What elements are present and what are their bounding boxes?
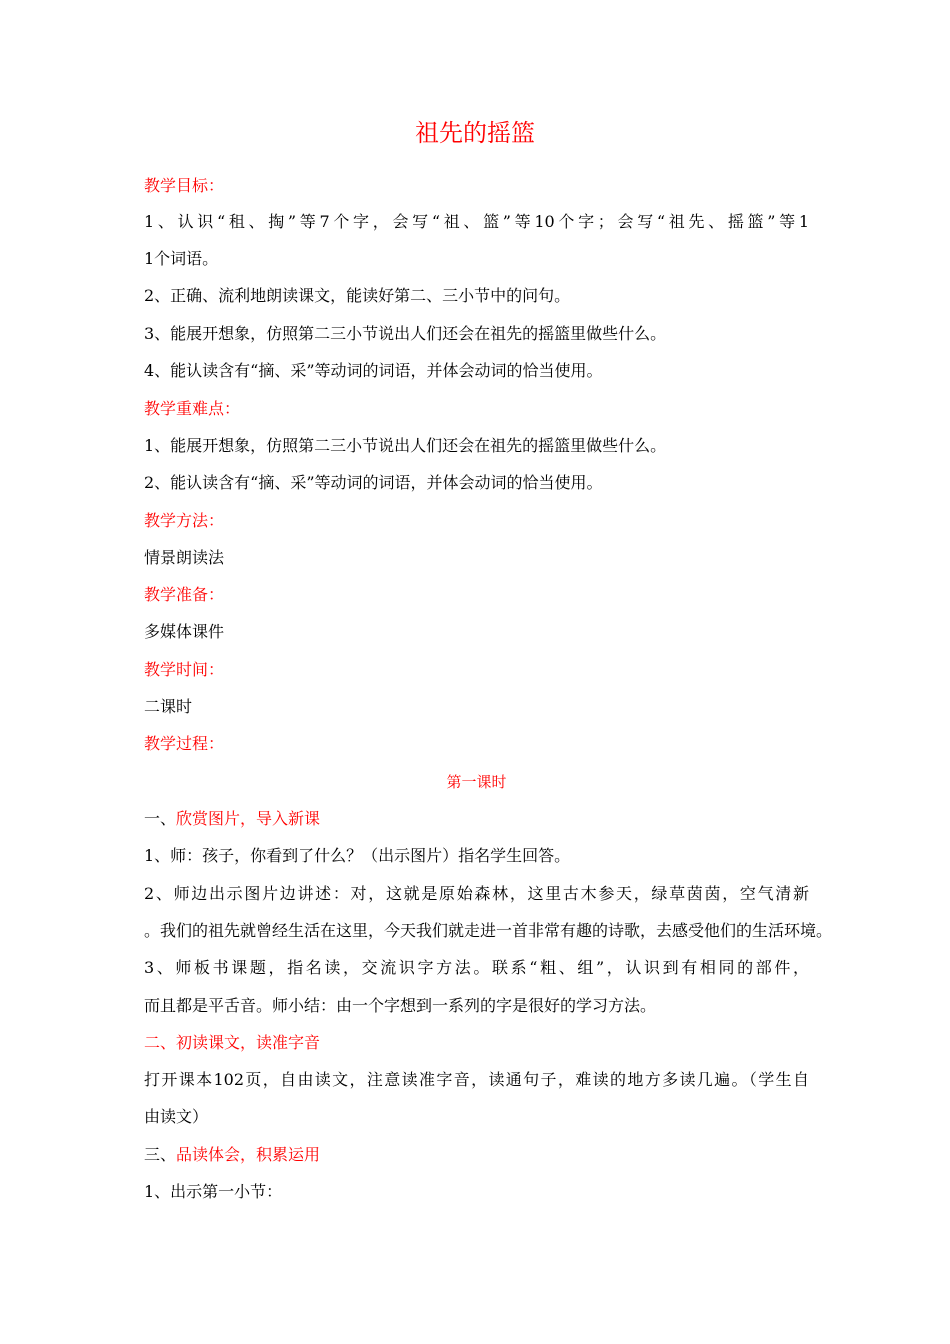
section-2-text-line-2: 由读文）	[144, 1107, 209, 1126]
lesson-one-title: 第一课时	[446, 773, 507, 791]
method-text: 情景朗读法	[144, 548, 225, 567]
section-1-title: 欣赏图片，导入新课	[176, 809, 321, 828]
section-3-number: 三、	[144, 1145, 177, 1164]
section-1-item-3-line-1: 3、师板书课题，指名读，交流识字方法。联系“粗、组”，认识到有相同的部件，	[144, 958, 809, 977]
section-2-text-line-1: 打开课本102页，自由读文，注意读准字音，读通句子，难读的地方多读几遍。（学生自	[144, 1070, 809, 1089]
objective-item-4: 4、能认读含有“摘、采”等动词的词语，并体会动词的恰当使用。	[144, 361, 603, 380]
key-point-item-1: 1、能展开想象，仿照第二三小节说出人们还会在祖先的摇篮里做些什么。	[144, 436, 667, 455]
time-heading: 教学时间：	[144, 660, 225, 679]
section-1-item-3-line-2: 而且都是平舌音。师小结：由一个字想到一系列的字是很好的学习方法。	[144, 996, 657, 1015]
objective-item-3: 3、能展开想象，仿照第二三小节说出人们还会在祖先的摇篮里做些什么。	[144, 324, 667, 343]
time-text: 二课时	[144, 697, 193, 716]
method-heading: 教学方法：	[144, 511, 225, 530]
key-points-heading: 教学重难点：	[144, 399, 241, 418]
section-1-item-1: 1、师：孩子，你看到了什么？（出示图片）指名学生回答。	[144, 846, 571, 865]
objective-item-1-line-1: 1、认识“租、掏”等7个字，会写“祖、篮”等10个字；会写“祖先、摇篮”等1	[144, 212, 809, 231]
section-3-title: 品读体会，积累运用	[176, 1145, 321, 1164]
section-2-heading: 二、初读课文，读准字音	[144, 1033, 321, 1052]
objective-item-1-line-2: 1个词语。	[144, 249, 219, 268]
section-1-heading	[144, 808, 809, 830]
objectives-heading: 教学目标：	[144, 176, 225, 195]
preparation-text: 多媒体课件	[144, 622, 225, 641]
process-heading: 教学过程：	[144, 734, 225, 753]
document-title: 祖先的摇篮	[415, 119, 535, 147]
section-3-heading	[144, 1144, 809, 1166]
section-3-item-1: 1、出示第一小节：	[144, 1182, 283, 1201]
preparation-heading: 教学准备：	[144, 585, 225, 604]
section-1-item-2-line-2: 。我们的祖先就曾经生活在这里，今天我们就走进一首非常有趣的诗歌，去感受他们的生活环境。	[144, 921, 833, 940]
section-1-number: 一、	[144, 809, 177, 828]
section-1-item-2-line-1: 2、师边出示图片边讲述：对，这就是原始森林，这里古木参天，绿草茵茵，空气清新	[144, 884, 809, 903]
objective-item-2: 2、正确、流利地朗读课文，能读好第二、三小节中的问句。	[144, 286, 571, 305]
key-point-item-2: 2、能认读含有“摘、采”等动词的词语，并体会动词的恰当使用。	[144, 473, 603, 492]
